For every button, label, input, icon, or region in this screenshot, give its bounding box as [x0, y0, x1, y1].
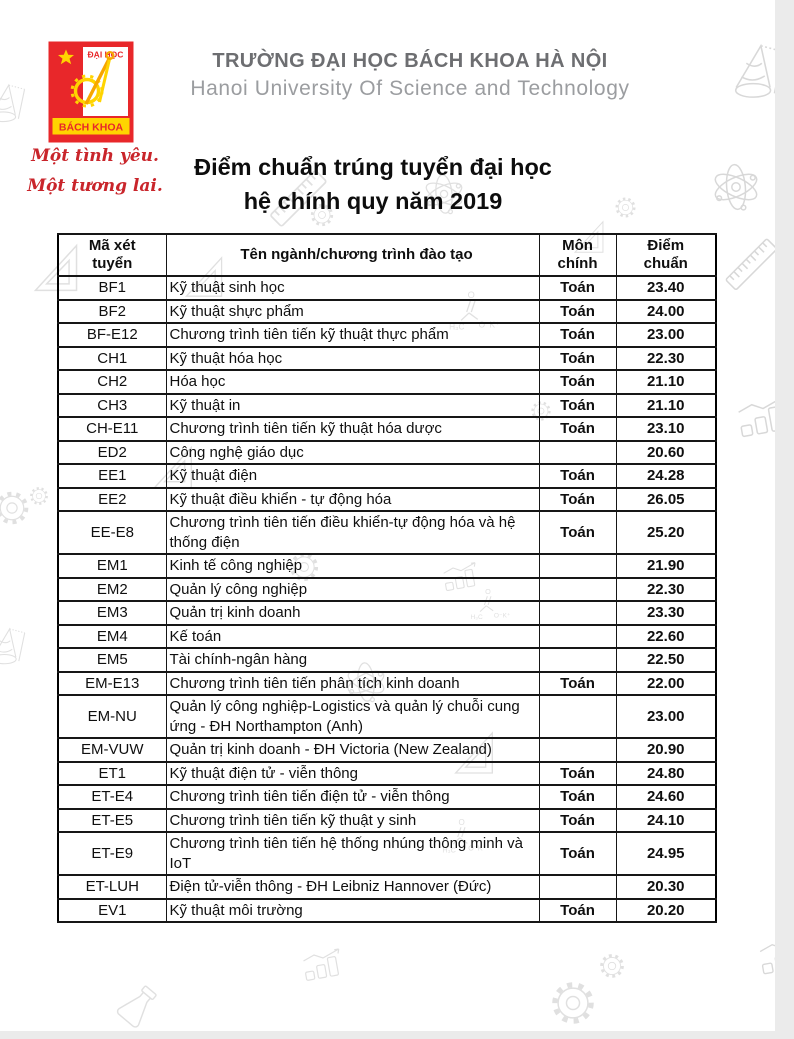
- score-cell: 24.28: [616, 464, 716, 488]
- program-name-cell: Điện tử-viễn thông - ĐH Leibniz Hannover (Đức): [166, 875, 539, 899]
- flask-icon: [108, 978, 166, 1036]
- score-cell: 20.30: [616, 875, 716, 899]
- page-title: [123, 150, 623, 218]
- main-subject-cell: Toán: [539, 394, 616, 418]
- admission-code-cell: EE1: [58, 464, 166, 488]
- bar-chart-icon: [298, 946, 348, 982]
- program-name-cell: Quản trị kinh doanh: [166, 601, 539, 625]
- table-row: [58, 300, 716, 324]
- score-cell: 24.95: [616, 832, 716, 875]
- main-subject-cell: Toán: [539, 464, 616, 488]
- table-row: [58, 785, 716, 809]
- score-cell: 22.60: [616, 625, 716, 649]
- main-subject-cell: Toán: [539, 370, 616, 394]
- table-row: [58, 832, 716, 875]
- score-cell: 22.00: [616, 672, 716, 696]
- table-row: [58, 809, 716, 833]
- university-name-vi: TRƯỜNG ĐẠI HỌC BÁCH KHOA HÀ NỘI: [212, 50, 608, 72]
- score-cell: 22.30: [616, 578, 716, 602]
- column-header-main-subject: Môn chính: [539, 234, 616, 276]
- table-row: [58, 648, 716, 672]
- admission-code-cell: EM-E13: [58, 672, 166, 696]
- table-row: [58, 762, 716, 786]
- slogan-line-2: Một tương lai.: [27, 176, 163, 196]
- table-row: [58, 347, 716, 371]
- logo-top-text: ĐẠI HỌC: [87, 49, 124, 60]
- admission-code-cell: ET-E5: [58, 809, 166, 833]
- program-name-cell: Quản lý công nghiệp: [166, 578, 539, 602]
- main-subject-cell: Toán: [539, 300, 616, 324]
- admission-code-cell: EV1: [58, 899, 166, 923]
- score-cell: 21.10: [616, 370, 716, 394]
- program-name-cell: Chương trình tiên tiến kỹ thuật y sinh: [166, 809, 539, 833]
- table-row: [58, 464, 716, 488]
- program-name-cell: Chương trình tiên tiến điều khiển-tự động hóa và hệ thống điện: [166, 511, 539, 554]
- table-row: [58, 578, 716, 602]
- program-name-cell: Kỹ thuật shực phẩm: [166, 300, 539, 324]
- table-row: [58, 323, 716, 347]
- admission-code-cell: EM3: [58, 601, 166, 625]
- program-name-cell: Kỹ thuật điều khiển - tự động hóa: [166, 488, 539, 512]
- main-subject-cell: [539, 441, 616, 465]
- program-name-cell: Kỹ thuật môi trường: [166, 899, 539, 923]
- admission-code-cell: EM1: [58, 554, 166, 578]
- main-subject-cell: [539, 625, 616, 649]
- admission-code-cell: ED2: [58, 441, 166, 465]
- table-row: [58, 625, 716, 649]
- program-name-cell: Chương trình tiên tiến kỹ thuật hóa dược: [166, 417, 539, 441]
- table-row: [58, 899, 716, 923]
- admission-code-cell: BF2: [58, 300, 166, 324]
- main-subject-cell: Toán: [539, 809, 616, 833]
- admission-code-cell: EE2: [58, 488, 166, 512]
- score-cell: 24.00: [616, 300, 716, 324]
- admission-code-cell: EM-VUW: [58, 738, 166, 762]
- program-name-cell: Chương trình tiên tiến điện tử - viễn thông: [166, 785, 539, 809]
- atom-icon: [708, 158, 764, 216]
- program-name-cell: Quản lý công nghiệp-Logistics và quản lý chuỗi cung ứng - ĐH Northampton (Anh): [166, 695, 539, 738]
- main-subject-cell: Toán: [539, 785, 616, 809]
- score-cell: 20.60: [616, 441, 716, 465]
- program-name-cell: Chương trình tiên tiến kỹ thuật thực phẩm: [166, 323, 539, 347]
- admission-code-cell: CH2: [58, 370, 166, 394]
- admission-code-cell: EE-E8: [58, 511, 166, 554]
- score-cell: 22.30: [616, 347, 716, 371]
- admission-code-cell: ET-LUH: [58, 875, 166, 899]
- admission-code-cell: CH-E11: [58, 417, 166, 441]
- score-cell: 25.20: [616, 511, 716, 554]
- main-subject-cell: Toán: [539, 899, 616, 923]
- main-subject-cell: Toán: [539, 488, 616, 512]
- program-name-cell: Kỹ thuật điện: [166, 464, 539, 488]
- program-name-cell: Kỹ thuật in: [166, 394, 539, 418]
- score-cell: 24.80: [616, 762, 716, 786]
- score-cell: 21.10: [616, 394, 716, 418]
- admission-scores-table: [57, 233, 717, 923]
- program-name-cell: Kinh tế công nghiệp: [166, 554, 539, 578]
- program-name-cell: Tài chính-ngân hàng: [166, 648, 539, 672]
- admission-code-cell: CH3: [58, 394, 166, 418]
- admission-code-cell: ET1: [58, 762, 166, 786]
- table-row: [58, 488, 716, 512]
- program-name-cell: Quản trị kinh doanh - ĐH Victoria (New Zealand): [166, 738, 539, 762]
- gear-icon: [27, 484, 51, 508]
- main-subject-cell: Toán: [539, 762, 616, 786]
- admission-code-cell: ET-E4: [58, 785, 166, 809]
- score-table-body: [58, 276, 716, 922]
- admission-code-cell: EM2: [58, 578, 166, 602]
- program-name-cell: Hóa học: [166, 370, 539, 394]
- score-cell: 24.10: [616, 809, 716, 833]
- main-subject-cell: Toán: [539, 347, 616, 371]
- main-subject-cell: [539, 648, 616, 672]
- cone-icon: [0, 70, 28, 136]
- score-cell: 23.00: [616, 323, 716, 347]
- program-name-cell: Kỹ thuật sinh học: [166, 276, 539, 300]
- university-name-en: Hanoi University Of Science and Technology: [190, 77, 630, 100]
- table-row: [58, 417, 716, 441]
- admission-code-cell: EM4: [58, 625, 166, 649]
- score-cell: 22.50: [616, 648, 716, 672]
- score-cell: 20.20: [616, 899, 716, 923]
- page-title-line-1: Điểm chuẩn trúng tuyển đại học: [194, 154, 552, 180]
- main-subject-cell: [539, 578, 616, 602]
- main-subject-cell: Toán: [539, 323, 616, 347]
- table-row: [58, 511, 716, 554]
- score-cell: 23.00: [616, 695, 716, 738]
- program-name-cell: Công nghệ giáo dục: [166, 441, 539, 465]
- program-name-cell: Kỹ thuật điện tử - viễn thông: [166, 762, 539, 786]
- university-logo: [47, 40, 135, 144]
- score-cell: 21.90: [616, 554, 716, 578]
- main-subject-cell: [539, 601, 616, 625]
- main-subject-cell: Toán: [539, 832, 616, 875]
- main-subject-cell: Toán: [539, 417, 616, 441]
- program-name-cell: Chương trình tiên tiến phân tích kinh doanh: [166, 672, 539, 696]
- table-row: [58, 554, 716, 578]
- cone-icon: [0, 618, 28, 674]
- table-row: [58, 276, 716, 300]
- program-name-cell: Kỹ thuật hóa học: [166, 347, 539, 371]
- admission-code-cell: ET-E9: [58, 832, 166, 875]
- main-subject-cell: [539, 875, 616, 899]
- program-name-cell: Chương trình tiên tiến hệ thống nhúng thông minh và IoT: [166, 832, 539, 875]
- admission-code-cell: EM-NU: [58, 695, 166, 738]
- column-header-program-name: Tên ngành/chương trình đào tạo: [166, 234, 539, 276]
- logo-banner-text: BÁCH KHOA: [58, 121, 124, 134]
- main-subject-cell: Toán: [539, 511, 616, 554]
- column-header-score: Điểm chuẩn: [616, 234, 716, 276]
- table-row: [58, 672, 716, 696]
- program-name-cell: Kế toán: [166, 625, 539, 649]
- score-cell: 23.10: [616, 417, 716, 441]
- score-cell: 23.30: [616, 601, 716, 625]
- admission-code-cell: BF-E12: [58, 323, 166, 347]
- table-row: [58, 370, 716, 394]
- score-cell: 26.05: [616, 488, 716, 512]
- main-subject-cell: [539, 738, 616, 762]
- main-subject-cell: Toán: [539, 276, 616, 300]
- admission-code-cell: CH1: [58, 347, 166, 371]
- score-cell: 20.90: [616, 738, 716, 762]
- table-row: [58, 601, 716, 625]
- table-row: [58, 441, 716, 465]
- table-row: [58, 394, 716, 418]
- score-cell: 23.40: [616, 276, 716, 300]
- slogan-line-1: Một tình yêu.: [31, 146, 159, 166]
- table-header-row: [58, 234, 716, 276]
- page-edge-bottom: [0, 1031, 775, 1039]
- admission-code-cell: BF1: [58, 276, 166, 300]
- ruler-icon: [720, 233, 782, 295]
- column-header-admission-code: Mã xét tuyển: [58, 234, 166, 276]
- main-subject-cell: [539, 554, 616, 578]
- page-edge-right: [775, 0, 794, 1039]
- page-title-line-2: hệ chính quy năm 2019: [243, 188, 503, 214]
- table-row: [58, 738, 716, 762]
- gear-icon: [545, 975, 601, 1031]
- score-cell: 24.60: [616, 785, 716, 809]
- main-subject-cell: [539, 695, 616, 738]
- admission-code-cell: EM5: [58, 648, 166, 672]
- table-row: [58, 695, 716, 738]
- table-row: [58, 875, 716, 899]
- main-subject-cell: Toán: [539, 672, 616, 696]
